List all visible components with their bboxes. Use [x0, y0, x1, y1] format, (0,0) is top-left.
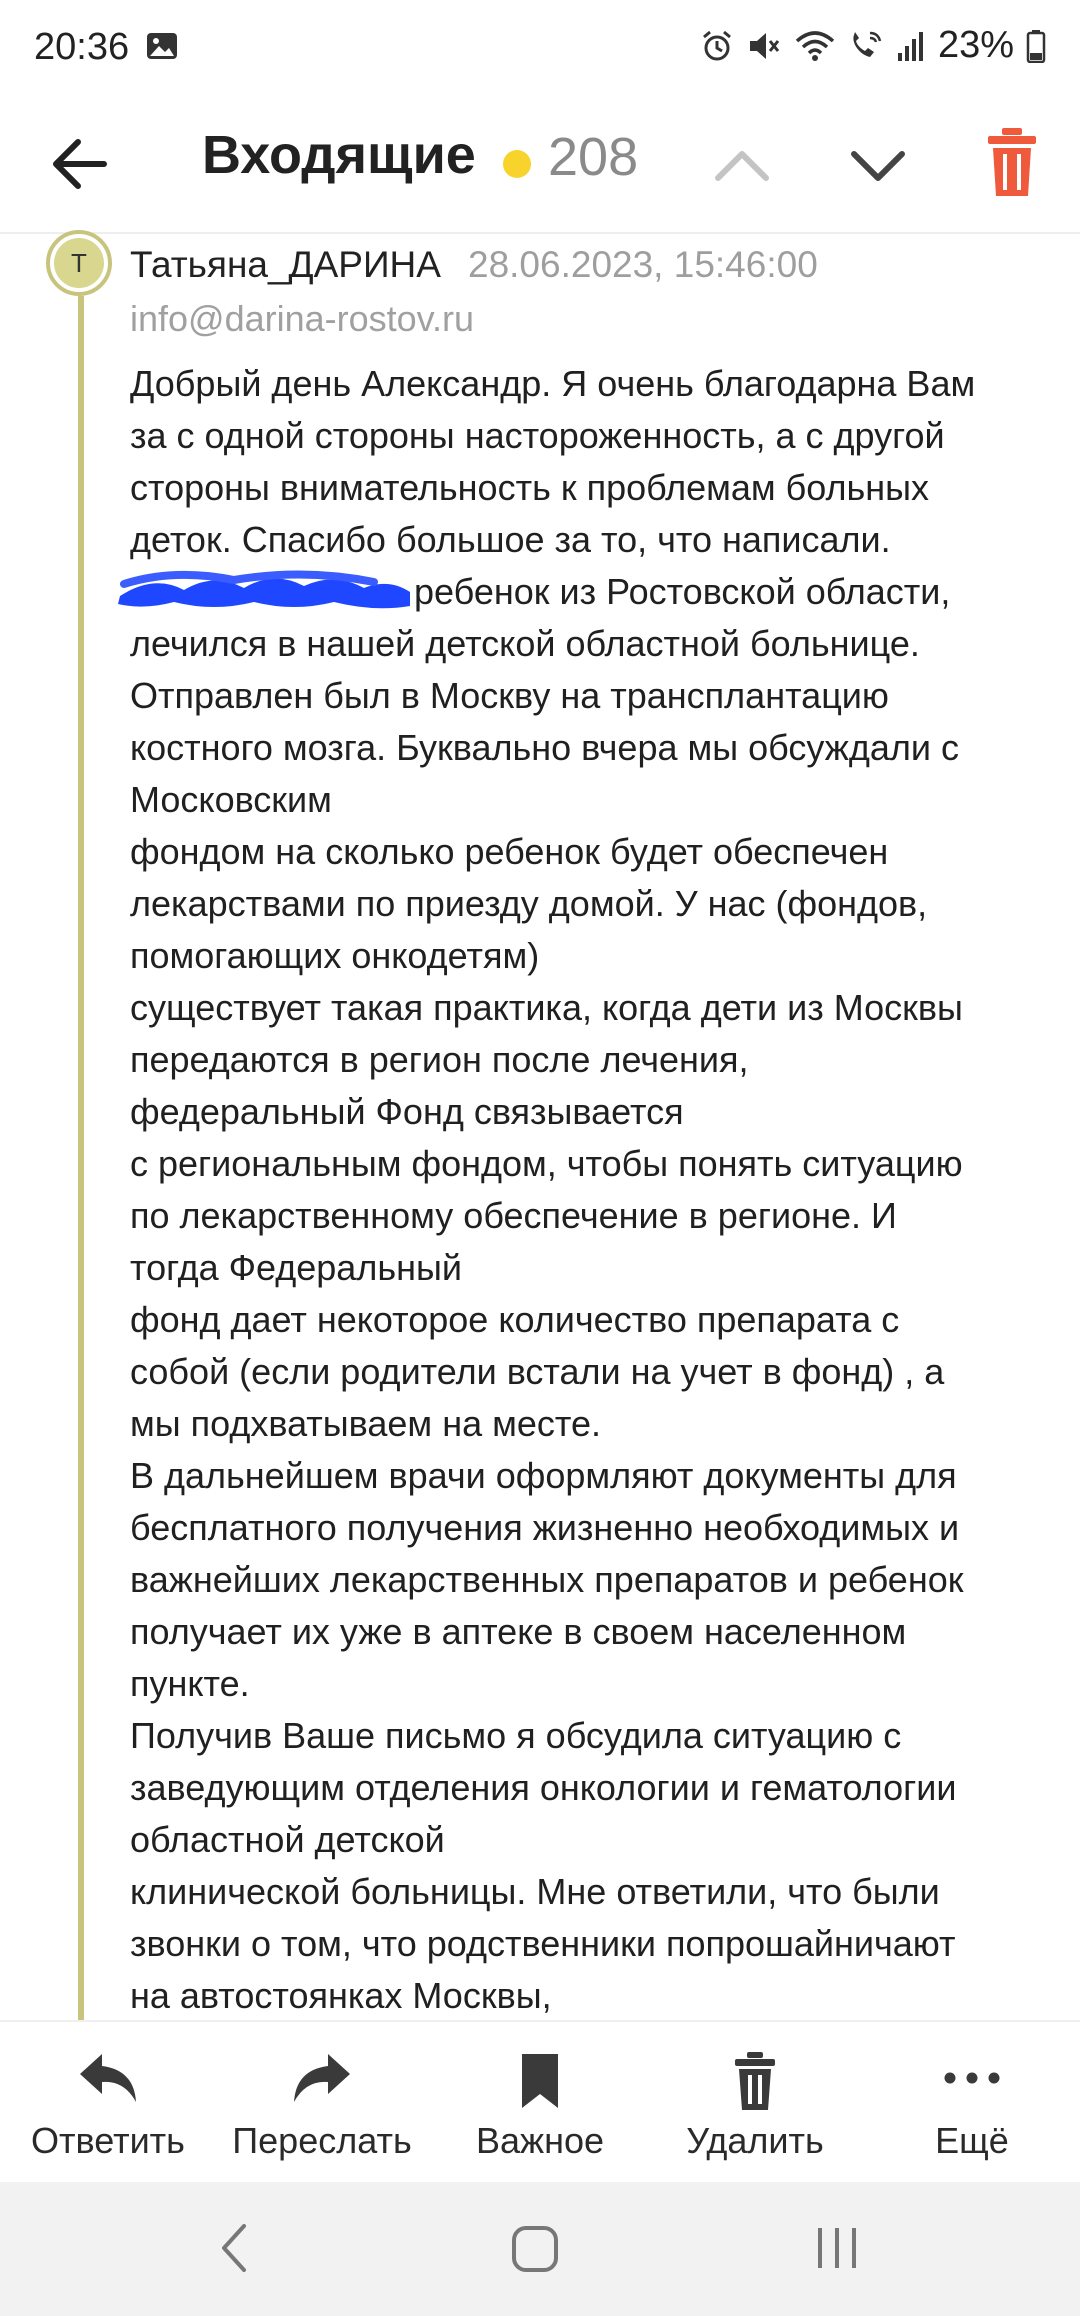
body-line: по лекарственному обеспечение в регионе. И: [130, 1195, 897, 1236]
forward-label: Переслать: [232, 2120, 412, 2161]
avatar[interactable]: [46, 230, 112, 296]
body-line-text: ребенок из Ростовской области,: [414, 571, 951, 612]
reply-label: Ответить: [31, 2120, 185, 2161]
unread-count: 208: [548, 127, 639, 187]
forward-button[interactable]: [222, 2022, 422, 2184]
body-line: важнейших лекарственных препаратов и ребенок: [130, 1559, 964, 1600]
body-line: деток. Спасибо большое за то, что написали.: [130, 519, 891, 560]
body-line: звонки о том, что родственники попрошайничают: [130, 1923, 956, 1964]
status-bar: [0, 0, 1080, 96]
body-line: федеральный Фонд связывается: [130, 1091, 684, 1132]
status-time: 20:36: [34, 26, 130, 68]
more-label: Ещё: [935, 2120, 1009, 2161]
signal-icon: [896, 29, 926, 63]
body-line: на автостоянках Москвы,: [130, 1975, 552, 2016]
trash-icon: [732, 2050, 778, 2112]
system-nav-bar: [0, 2182, 1080, 2316]
body-line: Добрый день Александр. Я очень благодарна Вам: [130, 363, 976, 404]
important-button[interactable]: [440, 2022, 640, 2184]
body-line: фонд дает некоторое количество препарата с: [130, 1299, 900, 1340]
bookmark-icon: [518, 2050, 562, 2112]
sender-name[interactable]: Татьяна_ДАРИНА: [130, 244, 441, 285]
body-line: получает их уже в аптеке в своем населенном: [130, 1611, 907, 1652]
body-line: тогда Федеральный: [130, 1247, 462, 1288]
body-line: за с одной стороны настороженность, а с другой: [130, 415, 945, 456]
system-recents-icon[interactable]: [812, 2220, 862, 2276]
forward-icon: [290, 2050, 354, 2106]
mute-icon: [746, 29, 782, 63]
thread-line: [78, 296, 84, 2020]
body-line: заведующим отделения онкологии и гематологии: [130, 1767, 957, 1808]
unread-dot: [503, 150, 531, 178]
body-line: мы подхватываем на месте.: [130, 1403, 601, 1444]
body-line: Получив Ваше письмо я обсудила ситуацию с: [130, 1715, 902, 1756]
body-line: стороны внимательность к проблемам больных: [130, 467, 930, 508]
body-line: существует такая практика, когда дети из Москвы: [130, 987, 963, 1028]
trash-icon[interactable]: [982, 122, 1042, 202]
chevron-up-icon[interactable]: [710, 134, 774, 198]
more-button[interactable]: [872, 2022, 1072, 2184]
delete-button[interactable]: [655, 2022, 855, 2184]
avatar-letter: Т: [54, 238, 104, 288]
delete-label: Удалить: [686, 2120, 824, 2161]
body-line: лекарствами по приезду домой. У нас (фондов,: [130, 883, 928, 924]
body-line: клинической больницы. Мне ответили, что были: [130, 1871, 940, 1912]
body-line: Отправлен был в Москву на трансплантацию: [130, 675, 889, 716]
wifi-icon: [794, 29, 836, 63]
body-line: костного мозга. Буквально вчера мы обсуждали с: [130, 727, 959, 768]
chevron-down-icon[interactable]: [846, 134, 910, 198]
reply-button[interactable]: [8, 2022, 208, 2184]
folder-title: Входящие: [202, 125, 476, 185]
gallery-icon: [146, 32, 178, 60]
system-back-icon[interactable]: [214, 2220, 254, 2276]
reply-icon: [76, 2050, 140, 2106]
body-line: пункте.: [130, 1663, 250, 1704]
body-line: В дальнейшем врачи оформляют документы для: [130, 1455, 957, 1496]
more-dots-icon: [942, 2050, 1002, 2106]
body-line-redacted: [130, 566, 1050, 618]
system-home-icon[interactable]: [508, 2220, 564, 2276]
body-line: Московским: [130, 779, 332, 820]
body-line: бесплатного получения жизненно необходимых и: [130, 1507, 960, 1548]
body-line: лечился в нашей детской областной больнице.: [130, 623, 920, 664]
body-line: фондом на сколько ребенок будет обеспечен: [130, 831, 889, 872]
body-line: передаются в регион после лечения,: [130, 1039, 749, 1080]
important-label: Важное: [475, 2120, 605, 2161]
body-line: помогающих онкодетям): [130, 935, 540, 976]
message-date: 28.06.2023, 15:46:00: [468, 244, 818, 285]
back-arrow-icon[interactable]: [44, 128, 116, 200]
battery-percent: 23%: [937, 24, 1014, 66]
sender-email[interactable]: info@darina-rostov.ru: [130, 298, 475, 339]
wifi-call-icon: [848, 29, 884, 63]
message-body: [130, 358, 1050, 2022]
body-line: с региональным фондом, чтобы понять ситуацию: [130, 1143, 963, 1184]
alarm-icon: [700, 29, 734, 63]
body-line: областной детской: [130, 1819, 445, 1860]
action-bar: [0, 2020, 1080, 2184]
battery-icon: [1026, 29, 1046, 63]
redaction-scribble: [114, 566, 414, 612]
body-line: собой (если родители встали на учет в фонд) , а: [130, 1351, 945, 1392]
mail-header: [0, 96, 1080, 234]
